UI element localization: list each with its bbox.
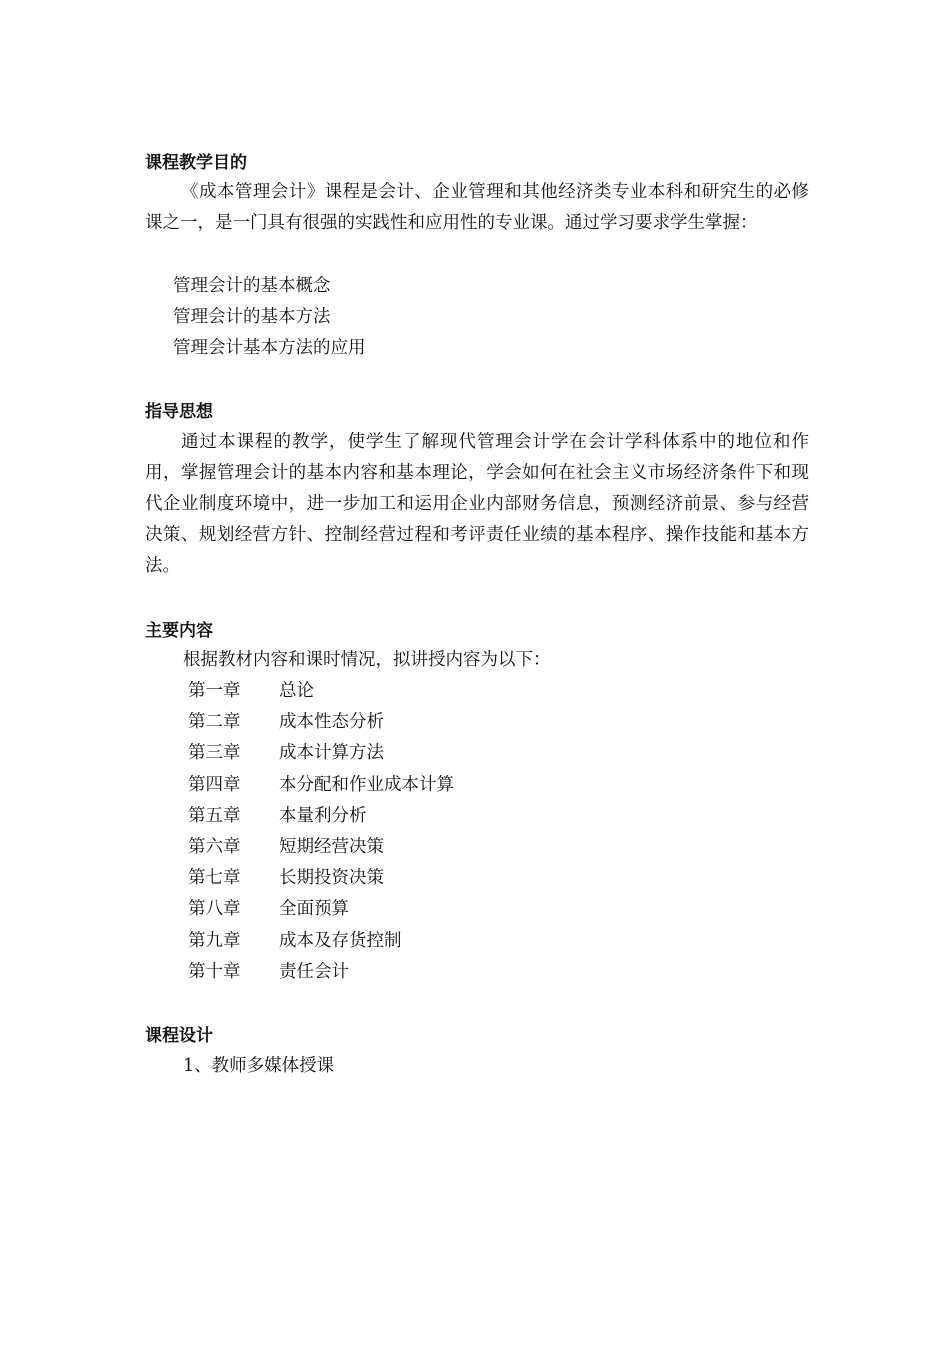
chapter-title: 本量利分析	[279, 805, 367, 826]
section-heading-guidance: 指导思想	[145, 402, 213, 422]
chapter-number: 第六章	[188, 836, 241, 857]
chapter-row	[188, 676, 454, 707]
chapter-number: 第九章	[188, 930, 241, 951]
design-item: 1、教师多媒体授课	[183, 1056, 335, 1076]
chapter-number: 第五章	[188, 805, 241, 826]
chapter-title: 短期经营决策	[279, 836, 384, 857]
chapter-title: 总论	[279, 681, 314, 701]
chapter-number: 第四章	[188, 774, 241, 795]
chapter-row	[188, 832, 454, 863]
chapter-title: 成本及存货控制	[279, 930, 402, 951]
chapter-row	[188, 863, 454, 894]
chapter-row	[188, 957, 454, 988]
chapter-row	[188, 926, 454, 957]
objective-item: 管理会计的基本方法	[173, 307, 331, 327]
chapter-title: 长期投资决策	[279, 868, 384, 889]
content-intro: 根据教材内容和课时情况，拟讲授内容为以下：	[183, 650, 551, 670]
chapter-number: 第七章	[188, 868, 241, 889]
chapter-row	[188, 770, 454, 801]
chapter-row	[188, 801, 454, 832]
chapter-list	[188, 676, 454, 988]
chapter-number: 第十章	[188, 961, 241, 982]
chapter-number: 第八章	[188, 899, 241, 920]
chapter-title: 本分配和作业成本计算	[279, 774, 454, 795]
chapter-title: 全面预算	[279, 899, 349, 920]
objective-item: 管理会计的基本概念	[173, 276, 331, 296]
chapter-row	[188, 707, 454, 738]
chapter-number: 第二章	[188, 712, 241, 733]
chapter-title: 责任会计	[279, 961, 349, 982]
objective-item: 管理会计基本方法的应用	[173, 338, 366, 358]
chapter-number: 第三章	[188, 743, 241, 764]
section-heading-content: 主要内容	[145, 621, 213, 641]
section-heading-objective: 课程教学目的	[145, 153, 247, 173]
objective-paragraph: 《成本管理会计》课程是会计、企业管理和其他经济类专业本科和研究生的必修课之一，是一门具有很强的实践性和应用性的专业课。通过学习要求学生掌握：	[145, 182, 809, 233]
guidance-paragraph: 通过本课程的教学，使学生了解现代管理会计学在会计学科体系中的地位和作用，掌握管理会计的基本内容和基本理论，学会如何在社会主义市场经济条件下和现代企业制度环境中，进一步加工和运用企业内部财务信息，预测经济前景、参与经营决策、规划经营方针、控制经营过程和考评责任业绩的基本程序、操作技能和基本方法。	[145, 432, 809, 576]
chapter-number: 第一章	[188, 681, 241, 701]
chapter-row	[188, 894, 454, 925]
chapter-title: 成本计算方法	[279, 743, 384, 764]
chapter-title: 成本性态分析	[279, 712, 384, 733]
section-heading-design: 课程设计	[145, 1026, 213, 1046]
chapter-row	[188, 738, 454, 769]
